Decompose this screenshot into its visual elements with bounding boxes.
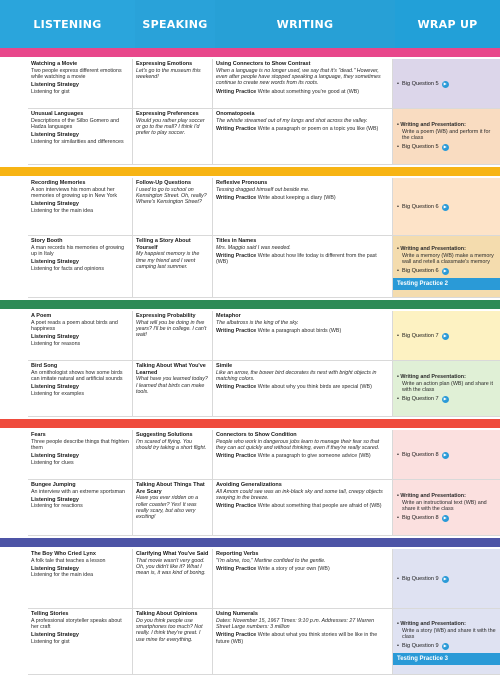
- writing-cell: [213, 178, 393, 236]
- speaking-cell: [133, 609, 213, 675]
- writing-example: "I'm alone, too," Martine confided to the gentle.: [216, 557, 326, 564]
- unit-side-strip: [0, 59, 28, 165]
- speaking-cell: [133, 430, 213, 480]
- writing-example: Tessing dragged himself out beside me.: [216, 186, 310, 193]
- big-question-link[interactable]: • Big Question 5 ▶: [397, 144, 447, 150]
- writing-practice: [216, 89, 389, 95]
- speaking-title: Telling a Story About Yourself: [136, 238, 191, 251]
- speaking-title: Clarifying What You've Said: [136, 551, 209, 557]
- wrap-up-cell: [393, 430, 500, 480]
- listening-title: A Poem: [31, 313, 52, 319]
- writing-practice-label: Writing Practice: [216, 632, 257, 639]
- column-header: [0, 0, 500, 48]
- lesson-row: [28, 361, 500, 417]
- listening-strategy-text: Listening for gist: [31, 88, 70, 95]
- writing-practice-text: Write a paragraph or poem on a topic you like (WB): [257, 126, 379, 132]
- speaking-example: Let's go to the museum this weekend!: [136, 67, 201, 80]
- testing-practice-label: Testing Practice 2: [393, 278, 500, 291]
- big-question-link[interactable]: • Big Question 6 ▶: [397, 204, 447, 211]
- listening-strategy-text: Listening for the main idea: [31, 572, 94, 579]
- listening-description: A professional storyteller speaks about her craft: [31, 617, 122, 630]
- writing-title: Simile: [216, 363, 233, 369]
- big-question-label: Big Question 6: [401, 204, 439, 211]
- speaking-cell: [133, 549, 213, 609]
- writing-practice: [216, 384, 389, 390]
- listening-cell: [28, 178, 133, 236]
- listening-description: Descriptions of the Silbo Gomero and Hadza languages: [31, 117, 120, 130]
- listening-strategy-text: Listening for clues: [31, 459, 74, 466]
- play-icon[interactable]: ▶: [443, 515, 447, 520]
- lesson-row: [28, 311, 500, 361]
- writing-practice: [216, 253, 389, 266]
- listening-title: Story Booth: [31, 238, 63, 244]
- big-question-label: Big Question 7: [401, 396, 439, 402]
- play-icon[interactable]: ▶: [443, 333, 447, 339]
- big-question-label: Big Question 9: [401, 642, 439, 649]
- writing-cell: [213, 109, 393, 165]
- writing-example: The whistle streamed out of my lungs and shot across the valley.: [216, 117, 368, 124]
- speaking-title: Talking About Things That Are Scary: [136, 482, 205, 495]
- listening-description: An ornithologist shows how some birds can imitate natural and artificial sounds: [31, 369, 123, 382]
- listening-title: Bungee Jumping: [31, 482, 76, 488]
- wrap-up-cell: [393, 109, 500, 165]
- writing-practice: [216, 453, 389, 459]
- writing-practice-label: Writing Practice: [216, 453, 257, 460]
- listening-description: A son interviews his mom about her memories of growing up in New York: [31, 186, 117, 199]
- writing-practice-label: Writing Practice: [216, 195, 257, 201]
- writing-title: Metaphor: [216, 313, 241, 319]
- writing-cell: [213, 311, 393, 361]
- writing-practice-text: Write about something you're good at (WB): [257, 88, 360, 95]
- writing-practice-label: Writing Practice: [216, 384, 257, 391]
- writing-presentation-label: • Writing and Presentation:: [397, 122, 466, 129]
- writing-practice-text: Write a paragraph to give someone advice (WB): [257, 453, 371, 460]
- testing-practice-label: Testing Practice 3: [393, 653, 500, 666]
- writing-example: All Amom could see was an ink-black sky and some tall, creepy objects swaying in the breeze.: [216, 488, 383, 501]
- listening-strategy-text: Listening for reasons: [31, 340, 81, 347]
- listening-description: A poet reads a poem about birds and happiness: [31, 319, 118, 332]
- listening-strategy-label: Listening Strategy: [31, 132, 79, 139]
- unit-side-strip: [0, 549, 28, 675]
- writing-title: Connectors to Show Condition: [216, 432, 297, 438]
- writing-title: Onomatopoeia: [216, 111, 255, 117]
- play-icon[interactable]: ▶: [443, 204, 447, 210]
- writing-title: Using Numerals: [216, 611, 258, 617]
- big-question-label: Big Question 9: [401, 576, 439, 583]
- writing-example: People who work in dangerous jobs learn to manage their fear so that they can act quickly and without thinking, even if they're really scared.: [216, 438, 380, 451]
- play-icon[interactable]: ▶: [443, 267, 447, 273]
- unit-side-strip: [0, 178, 28, 298]
- writing-presentation-label: • Writing and Presentation:: [397, 246, 466, 252]
- big-question-link[interactable]: • Big Question 7 ▶: [397, 396, 447, 402]
- wrap-up-cell: [393, 361, 500, 417]
- speaking-cell: [133, 361, 213, 417]
- writing-cell: [213, 236, 393, 298]
- speaking-example: Would you rather play soccer or go to the mall? I think I'd prefer to play soccer.: [136, 117, 205, 137]
- big-question-label: Big Question 8: [401, 452, 439, 459]
- speaking-cell: [133, 109, 213, 165]
- speaking-cell: [133, 480, 213, 536]
- writing-practice: [216, 126, 389, 132]
- lesson-row: [28, 178, 500, 236]
- writing-practice-label: Writing Practice: [216, 253, 257, 259]
- writing-title: Avoiding Generalizations: [216, 482, 282, 488]
- listening-strategy-text: Listening for gist: [31, 638, 70, 645]
- writing-practice-text: Write about something that people are afraid of (WB): [257, 503, 382, 510]
- lesson-row: [28, 609, 500, 675]
- listening-description: A folk tale that teaches a lesson: [31, 557, 106, 564]
- speaking-example: Have you ever ridden on a roller coaster? Yes! It was really scary, but also very exciting!: [136, 495, 199, 521]
- big-question-link[interactable]: • Big Question 9 ▶: [397, 576, 447, 583]
- listening-cell: [28, 59, 133, 109]
- unit-divider-band: [0, 538, 500, 547]
- speaking-example: That movie wasn't very good. Oh, you didn't like it? What I mean is, it was kind of boring.: [136, 557, 206, 577]
- writing-cell: [213, 549, 393, 609]
- writing-practice: [216, 632, 389, 645]
- unit-divider-band: [0, 419, 500, 428]
- writing-cell: [213, 59, 393, 109]
- listening-strategy-label: Listening Strategy: [31, 632, 79, 639]
- play-icon[interactable]: ▶: [443, 396, 447, 401]
- speaking-cell: [133, 178, 213, 236]
- lesson-row: [28, 480, 500, 536]
- writing-presentation-label: • Writing and Presentation:: [397, 493, 466, 500]
- writing-practice-text: Write a paragraph about birds (WB): [257, 328, 342, 334]
- big-question-link[interactable]: • Big Question 6 ▶: [397, 267, 447, 274]
- unit-side-strip: [0, 311, 28, 417]
- writing-example: When a language is no longer used, we say that it's "dead." However, even after people have stopped speaking a language, they sometimes continue to create new words from its roots.: [216, 67, 381, 87]
- listening-strategy-text: Listening for examples: [31, 390, 84, 397]
- writing-example: Like an arrow, the bower bird decorates its nest with bright objects in matching colors.: [216, 369, 377, 382]
- listening-cell: [28, 311, 133, 361]
- speaking-title: Follow-Up Questions: [136, 180, 191, 186]
- lesson-row: [28, 430, 500, 480]
- writing-title: Using Connectors to Show Contrast: [216, 61, 311, 67]
- listening-strategy-label: Listening Strategy: [31, 453, 79, 460]
- listening-title: Recording Memories: [31, 180, 86, 186]
- writing-practice-text: Write about why you think birds are special (WB): [257, 384, 372, 391]
- wrap-up-cell: [393, 609, 500, 675]
- listening-title: Unusual Languages: [31, 111, 84, 117]
- speaking-example: What will you be doing in five years? I'll be in college. I can't wait!: [136, 319, 207, 339]
- listening-strategy-text: Listening for facts and opinions: [31, 265, 105, 272]
- wrap-up-cell: [393, 59, 500, 109]
- listening-cell: [28, 236, 133, 298]
- speaking-title: Suggesting Solutions: [136, 432, 193, 438]
- listening-cell: [28, 361, 133, 417]
- header-speaking: SPEAKING: [135, 0, 215, 48]
- speaking-title: Talking About What You've Learned: [136, 363, 206, 376]
- big-question-label: Big Question 5: [401, 81, 439, 88]
- listening-strategy-text: Listening for the main idea: [31, 207, 94, 214]
- writing-presentation-text: Write an instructional text (WB) and share it with the class: [402, 499, 487, 513]
- speaking-example: I'm scared of flying. You should try taking a short flight.: [136, 438, 207, 451]
- wrap-up-cell: [393, 236, 500, 298]
- writing-cell: [213, 430, 393, 480]
- listening-title: Telling Stories: [31, 611, 69, 617]
- writing-cell: [213, 609, 393, 675]
- listening-title: Bird Song: [31, 363, 58, 369]
- writing-practice: [216, 503, 389, 509]
- wrap-up-cell: [393, 480, 500, 536]
- unit-side-strip: [0, 430, 28, 536]
- listening-strategy-text: Listening for similarities and differences: [31, 138, 124, 145]
- speaking-example: My happiest memory is the time my friend and I went camping last summer.: [136, 251, 200, 270]
- writing-example: The albatross is the king of the sky.: [216, 319, 299, 326]
- writing-presentation-text: Write a memory (WB) make a memory wall and retell a classmate's memory: [402, 252, 494, 265]
- big-question-link[interactable]: • Big Question 8 ▶: [397, 515, 447, 521]
- listening-cell: [28, 430, 133, 480]
- writing-presentation-label: • Writing and Presentation:: [397, 621, 466, 627]
- writing-practice: [216, 566, 389, 572]
- wrap-up-cell: [393, 549, 500, 609]
- big-question-link[interactable]: • Big Question 5 ▶: [397, 81, 447, 88]
- writing-presentation-text: Write a story (WB) and share it with the class: [402, 627, 496, 640]
- wrap-up-cell: [393, 178, 500, 236]
- listening-cell: [28, 549, 133, 609]
- writing-practice-label: Writing Practice: [216, 126, 257, 132]
- listening-strategy-label: Listening Strategy: [31, 384, 79, 391]
- writing-cell: [213, 361, 393, 417]
- writing-title: Titles in Names: [216, 238, 257, 244]
- listening-description: Three people describe things that frighten them: [31, 438, 129, 451]
- listening-title: The Boy Who Cried Lynx: [31, 551, 96, 557]
- writing-practice-label: Writing Practice: [216, 328, 257, 334]
- writing-practice-label: Writing Practice: [216, 566, 257, 572]
- unit-divider-band: [0, 167, 500, 176]
- writing-title: Reporting Verbs: [216, 551, 259, 557]
- unit-divider-band: [0, 300, 500, 309]
- lesson-row: [28, 236, 500, 298]
- listening-cell: [28, 609, 133, 675]
- listening-title: Fears: [31, 432, 46, 438]
- big-question-label: Big Question 8: [401, 515, 439, 521]
- listening-description: Two people express different emotions while watching a movie: [31, 67, 122, 80]
- writing-practice-text: Write about how life today is different from the past (WB): [216, 253, 377, 266]
- header-wrap-up: WRAP UP: [395, 0, 500, 48]
- listening-strategy-label: Listening Strategy: [31, 497, 79, 503]
- play-icon[interactable]: ▶: [443, 452, 447, 458]
- writing-title: Reflexive Pronouns: [216, 180, 268, 186]
- speaking-title: Talking About Opinions: [136, 611, 198, 617]
- writing-practice-text: Write about what you think stories will be like in the future (WB): [216, 632, 378, 645]
- listening-strategy-label: Listening Strategy: [31, 259, 79, 266]
- speaking-title: Expressing Probability: [136, 313, 196, 319]
- unit-divider-band: [0, 48, 500, 57]
- big-question-link[interactable]: • Big Question 7 ▶: [397, 333, 447, 340]
- big-question-label: Big Question 7: [401, 333, 439, 340]
- big-question-link[interactable]: • Big Question 9 ▶: [397, 642, 447, 649]
- writing-presentation-text: Write an action plan (WB) and share it with the class: [402, 380, 493, 394]
- listening-strategy-label: Listening Strategy: [31, 201, 79, 208]
- lesson-row: [28, 549, 500, 609]
- speaking-cell: [133, 311, 213, 361]
- speaking-title: Expressing Preferences: [136, 111, 199, 117]
- writing-example: Mrs. Maggio said I was needed.: [216, 244, 291, 251]
- listening-cell: [28, 109, 133, 165]
- play-icon[interactable]: ▶: [443, 576, 447, 582]
- writing-presentation-label: • Writing and Presentation:: [397, 374, 466, 381]
- header-writing: WRITING: [215, 0, 395, 48]
- play-icon[interactable]: ▶: [443, 81, 447, 87]
- writing-practice-text: Write about keeping a diary (WB): [257, 195, 336, 201]
- writing-cell: [213, 480, 393, 536]
- lesson-row: [28, 59, 500, 109]
- writing-practice: [216, 195, 389, 201]
- listening-cell: [28, 480, 133, 536]
- speaking-example: Do you think people use smartphones too much? Not really. I think they're great. I use mine for everything.: [136, 617, 203, 643]
- listening-title: Watching a Movie: [31, 61, 78, 67]
- big-question-label: Big Question 5: [401, 144, 439, 150]
- speaking-example: I used to go to school on Kensington Street. Oh, really? Where's Kensington Street?: [136, 186, 207, 206]
- big-question-label: Big Question 6: [401, 267, 439, 274]
- wrap-up-cell: [393, 311, 500, 361]
- writing-practice: [216, 328, 389, 334]
- listening-description: A man records his memories of growing up in Italy: [31, 244, 125, 257]
- writing-presentation-text: Write a poem (WB) and perform it for the class: [402, 128, 491, 142]
- writing-practice-text: Write a story of your own (WB): [257, 566, 330, 572]
- listening-strategy-label: Listening Strategy: [31, 82, 79, 89]
- listening-strategy-label: Listening Strategy: [31, 566, 79, 572]
- listening-strategy-text: Listening for reactions: [31, 503, 83, 510]
- header-listening: LISTENING: [0, 0, 135, 48]
- writing-practice-label: Writing Practice: [216, 503, 257, 510]
- speaking-cell: [133, 59, 213, 109]
- speaking-example: What have you learned today? I learned that birds can make tools.: [136, 376, 208, 395]
- speaking-cell: [133, 236, 213, 298]
- speaking-title: Expressing Emotions: [136, 61, 193, 67]
- listening-strategy-label: Listening Strategy: [31, 334, 79, 341]
- big-question-link[interactable]: • Big Question 8 ▶: [397, 452, 447, 459]
- writing-practice-label: Writing Practice: [216, 88, 257, 95]
- lesson-row: [28, 109, 500, 165]
- writing-example: Dates: November 15, 1967 Times: 9:10 p.m. Addresses: 27 Warren Street Large numbers: 3 million: [216, 617, 375, 630]
- play-icon[interactable]: ▶: [443, 642, 447, 648]
- play-icon[interactable]: ▶: [443, 144, 447, 149]
- listening-description: An interview with an extreme sportsman: [31, 488, 125, 495]
